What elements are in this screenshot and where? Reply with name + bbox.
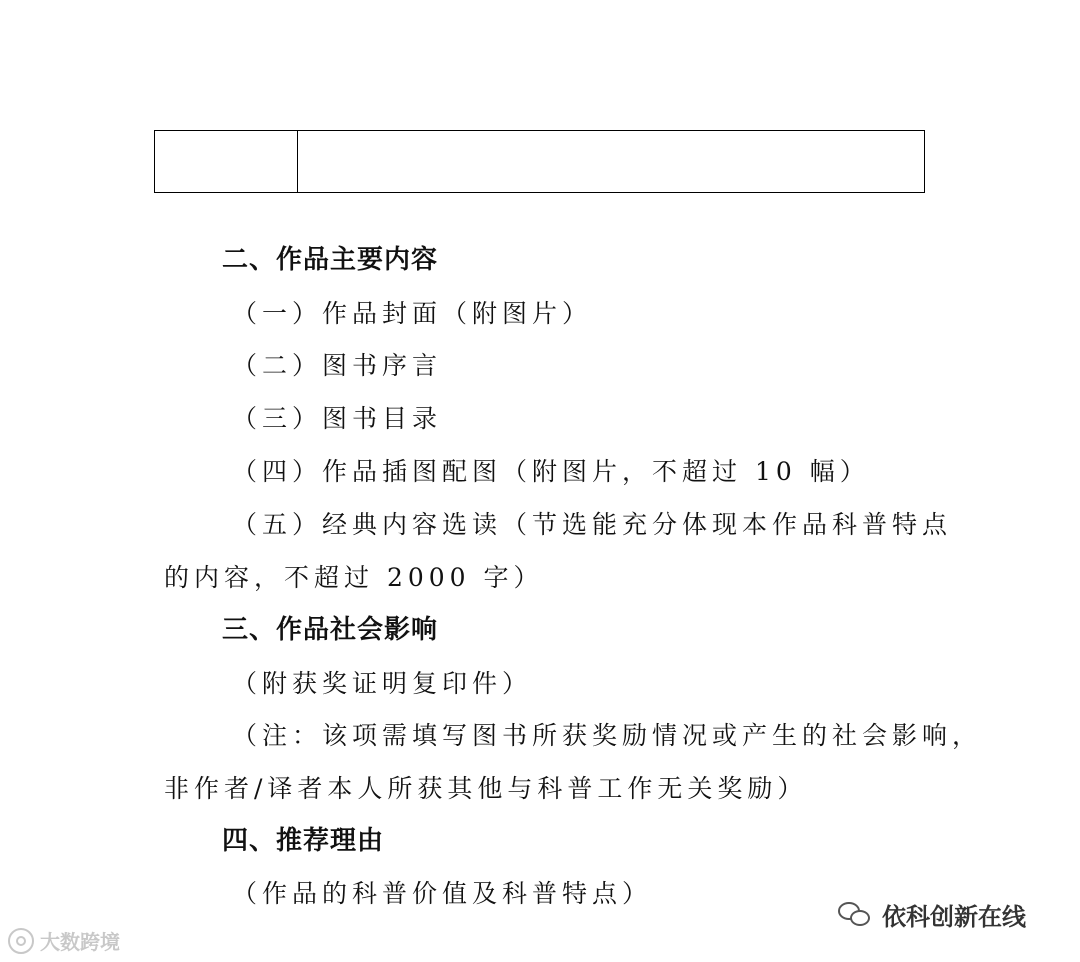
section-4-heading: 四、推荐理由 xyxy=(222,826,385,856)
wechat-icon xyxy=(838,900,874,930)
watermark-left-text: 大数跨境 xyxy=(40,930,120,954)
watermark-left xyxy=(8,926,120,955)
section-2-item-1: （一）作品封面（附图片） xyxy=(232,299,593,328)
section-2-item-5-line-1: （五）经典内容选读（节选能充分体现本作品科普特点 xyxy=(232,510,953,539)
section-3-note-line-1: （注：该项需填写图书所获奖励情况或产生的社会影响， xyxy=(232,721,983,750)
section-2-heading: 二、作品主要内容 xyxy=(222,245,439,275)
watermark-logo-icon xyxy=(8,928,34,954)
section-2-item-2: （二）图书序言 xyxy=(232,351,443,380)
section-4-item-1: （作品的科普价值及科普特点） xyxy=(232,879,653,908)
table-cell-right xyxy=(298,131,924,192)
watermark-right-text: 依科创新在线 xyxy=(882,903,1026,931)
section-2-item-3: （三）图书目录 xyxy=(232,404,443,433)
section-3-item-1: （附获奖证明复印件） xyxy=(232,669,533,698)
top-table xyxy=(154,130,925,193)
watermark-right xyxy=(838,897,1026,932)
section-3-heading: 三、作品社会影响 xyxy=(222,615,439,645)
table-cell-left xyxy=(155,131,298,192)
section-2-item-4: （四）作品插图配图（附图片，不超过 10 幅） xyxy=(232,457,870,486)
section-3-note-line-2: 非作者/译者本人所获其他与科普工作无关奖励） xyxy=(164,774,808,803)
section-2-item-5-line-2: 的内容，不超过 2000 字） xyxy=(164,563,544,592)
